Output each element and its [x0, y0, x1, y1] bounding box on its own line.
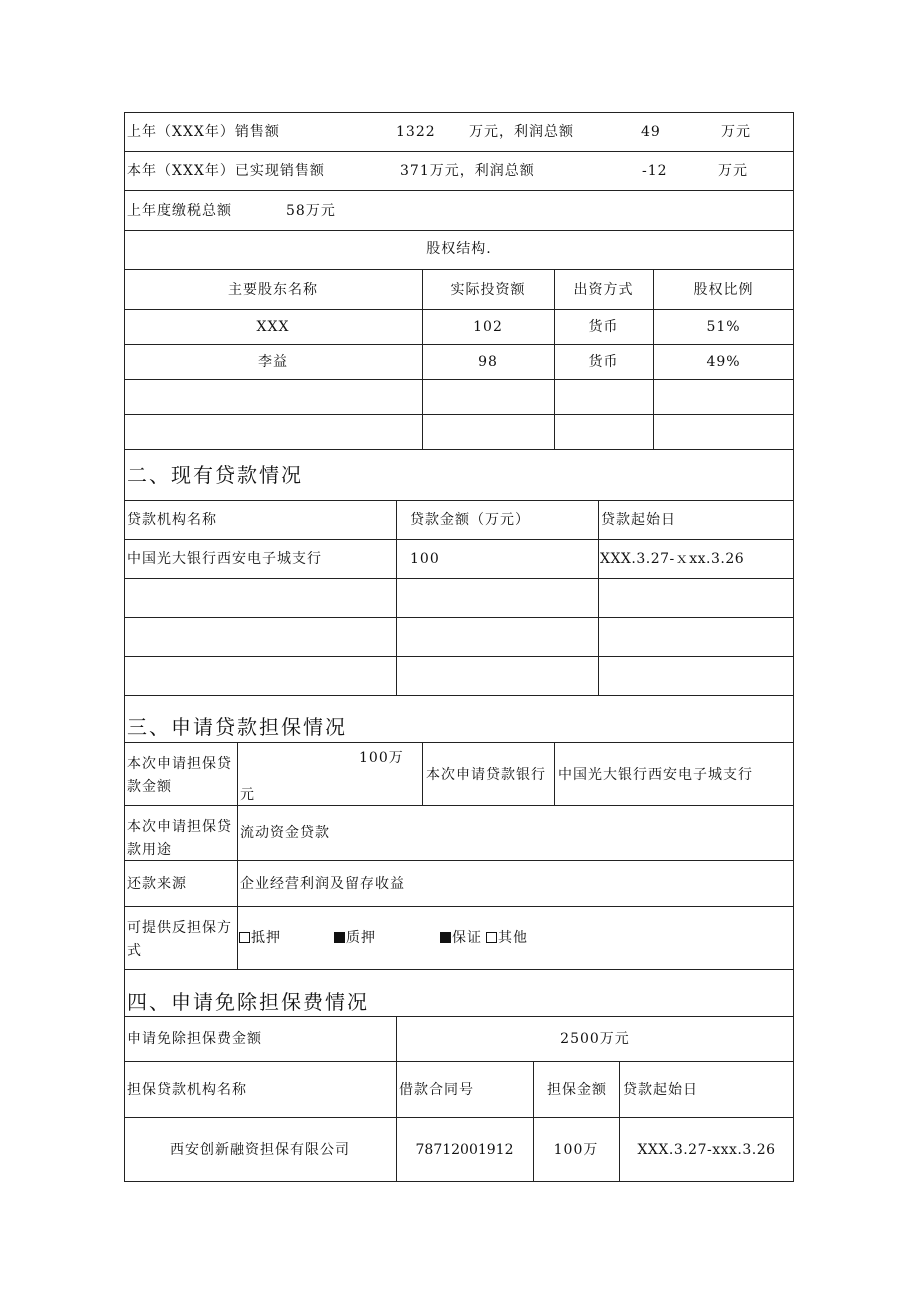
this-year-profit-value: -12 [642, 163, 668, 179]
col-divider [396, 500, 397, 695]
col-divider [422, 742, 423, 805]
loan-institution: 中国光大银行西安电子城支行 [127, 551, 322, 567]
section-3-title: 三、申请贷款担保情况 [127, 715, 347, 739]
shareholder-ratio: 51% [706, 319, 741, 335]
shareholder-method: 货币 [588, 354, 619, 370]
equity-title: 股权结构. [426, 241, 492, 257]
col-divider [598, 500, 599, 695]
last-year-sales-value: 1322 [396, 124, 436, 140]
shareholder-ratio: 49% [706, 354, 741, 370]
section-2-title: 二、现有贷款情况 [127, 463, 303, 487]
row-divider [124, 344, 794, 345]
row-divider [124, 969, 794, 970]
guarantee-header-contract: 借款合同号 [399, 1082, 474, 1098]
option-label: 质押 [346, 930, 376, 946]
counter-guarantee-label: 可提供反担保方 [127, 920, 232, 936]
loan-header-institution: 贷款机构名称 [127, 512, 217, 528]
row-divider [124, 906, 794, 907]
guarantee-header-amount: 担保金额 [547, 1082, 607, 1098]
loan-amount: 100 [410, 551, 440, 567]
guarantee-header-institution: 担保贷款机构名称 [127, 1082, 247, 1098]
last-year-profit-value: 49 [641, 124, 661, 140]
option-mortgage[interactable] [239, 929, 281, 947]
option-guarantee[interactable] [440, 929, 482, 947]
row-divider [124, 578, 794, 579]
shareholder-name: 李益 [258, 354, 288, 370]
fee-waiver-label: 申请免除担保费金额 [127, 1031, 262, 1047]
tax-label: 上年度缴税总额 [127, 203, 232, 219]
guarantee-amount-label: 款金额 [127, 779, 172, 795]
counter-guarantee-label: 式 [127, 943, 142, 959]
shareholder-investment: 102 [473, 319, 503, 335]
row-divider [124, 1061, 794, 1062]
repayment-source-value: 企业经营利润及留存收益 [240, 876, 405, 892]
guarantee-institution: 西安创新融资担保有限公司 [170, 1142, 350, 1158]
row-divider [124, 1016, 794, 1017]
equity-header-investment: 实际投资额 [450, 282, 526, 298]
this-year-sales-label: 本年（XXX年）已实现销售额 [127, 163, 325, 179]
guarantee-header-date: 贷款起始日 [623, 1082, 698, 1098]
option-label: 抵押 [251, 930, 281, 946]
row-divider [124, 742, 794, 743]
row-divider [124, 414, 794, 415]
checkbox-icon[interactable] [486, 932, 497, 943]
equity-header-name: 主要股东名称 [228, 282, 318, 298]
loan-purpose-label: 款用途 [127, 842, 172, 858]
guarantee-date: XXX.3.27-xxx.3.26 [637, 1142, 776, 1158]
row-divider [124, 269, 794, 270]
this-year-sales-value: 371万元，利润总额 [400, 163, 535, 179]
option-pledge[interactable] [334, 929, 376, 947]
repayment-source-label: 还款来源 [127, 876, 187, 892]
row-divider [124, 1117, 794, 1118]
guarantee-amount-unit: 元 [240, 787, 255, 803]
row-divider [124, 151, 794, 152]
row-divider [124, 805, 794, 806]
row-divider [124, 309, 794, 310]
col-divider [619, 1061, 620, 1182]
loan-purpose-label: 本次申请担保贷 [127, 819, 232, 835]
unit-label: 万元 [718, 163, 748, 179]
profit-label: 万元，利润总额 [469, 124, 574, 140]
fee-waiver-value: 2500万元 [560, 1031, 630, 1047]
form-table [124, 112, 794, 1182]
row-divider [124, 539, 794, 540]
col-divider [237, 742, 238, 969]
unit-label: 万元 [721, 124, 751, 140]
equity-header-method: 出资方式 [573, 282, 634, 298]
row-divider [124, 500, 794, 501]
guarantee-amount-value: 100万 [359, 750, 404, 766]
col-divider [533, 1061, 534, 1182]
loan-date: XXX.3.27-ｘxx.3.26 [600, 551, 745, 567]
row-divider [124, 449, 794, 450]
checkbox-icon[interactable] [440, 932, 451, 943]
last-year-sales-label: 上年（XXX年）销售额 [127, 124, 280, 140]
section-4-title: 四、申请免除担保费情况 [127, 990, 369, 1014]
loan-bank-value: 中国光大银行西安电子城支行 [558, 767, 753, 783]
tax-value: 58万元 [286, 203, 336, 219]
loan-header-date: 贷款起始日 [601, 512, 676, 528]
checkbox-icon[interactable] [239, 932, 250, 943]
option-label: 其他 [498, 930, 528, 946]
loan-header-amount: 贷款金额（万元） [410, 512, 530, 528]
row-divider [124, 695, 794, 696]
row-divider [124, 656, 794, 657]
shareholder-method: 货币 [588, 319, 619, 335]
row-divider [124, 860, 794, 861]
row-divider [124, 190, 794, 191]
loan-bank-label: 本次申请贷款银行 [426, 767, 546, 783]
equity-header-ratio: 股权比例 [693, 282, 754, 298]
checkbox-icon[interactable] [334, 932, 345, 943]
option-label: 保证 [452, 930, 482, 946]
row-divider [124, 230, 794, 231]
guarantee-amount: 100万 [553, 1142, 599, 1158]
loan-purpose-value: 流动资金贷款 [240, 825, 330, 841]
row-divider [124, 379, 794, 380]
row-divider [124, 617, 794, 618]
shareholder-investment: 98 [478, 354, 498, 370]
col-divider [554, 742, 555, 805]
option-other[interactable] [486, 929, 528, 947]
guarantee-contract: 78712001912 [415, 1142, 514, 1158]
shareholder-name: XXX [256, 319, 290, 335]
guarantee-amount-label: 本次申请担保贷 [127, 756, 232, 772]
